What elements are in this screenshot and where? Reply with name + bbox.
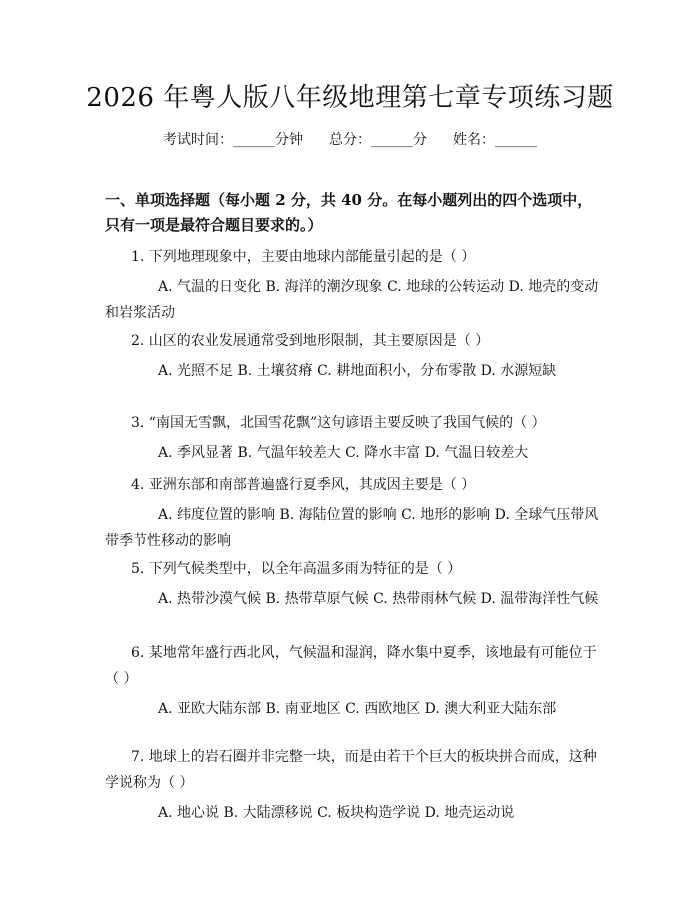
question-options: A. 纬度位置的影响 B. 海陆位置的影响 C. 地形的影响 D. 全球气压带风带季节性移动的影响: [105, 507, 599, 549]
question-stem: 3. “南国无雪飘，北国雪花飘”这句谚语主要反映了我国气候的（ ）: [131, 415, 546, 431]
exam-time-field: 考试时间：______分钟: [163, 132, 303, 148]
question-options: A. 季风显著 B. 气温年较差大 C. 降水丰富 D. 气温日较差大: [158, 445, 529, 461]
student-name-field: 姓名：______: [453, 132, 537, 148]
question-options: A. 亚欧大陆东部 B. 南亚地区 C. 西欧地区 D. 澳大利亚大陆东部: [158, 701, 557, 717]
question-2: [105, 328, 600, 384]
question-options: A. 热带沙漠气候 B. 热带草原气候 C. 热带雨林气候 D. 温带海洋性气候: [158, 591, 599, 607]
question-stem: 1. 下列地理现象中，主要由地球内部能量引起的是（ ）: [131, 249, 476, 265]
question-6: [105, 640, 600, 722]
question-stem: 6. 某地常年盛行西北风，气候温和湿润，降水集中夏季，该地最有可能位于（ ）: [105, 645, 597, 687]
question-stem: 4. 亚洲东部和南部普遍盛行夏季风，其成因主要是（ ）: [131, 477, 476, 493]
question-options: A. 地心说 B. 大陆漂移说 C. 板块构造学说 D. 地壳运动说: [158, 805, 515, 821]
question-options: A. 气温的日变化 B. 海洋的潮汐现象 C. 地球的公转运动 D. 地壳的变动和岩浆活动: [105, 279, 599, 321]
question-stem: 2. 山区的农业发展通常受到地形限制，其主要原因是（ ）: [131, 333, 490, 349]
question-stem: 5. 下列气候类型中，以全年高温多雨为特征的是（ ）: [131, 561, 462, 577]
question-3: [105, 410, 600, 466]
question-stem: 7. 地球上的岩石圈并非完整一块，而是由若干个巨大的板块拼合而成，这种学说称为（ ）: [105, 749, 597, 791]
section-heading: 一、单项选择题（每小题 2 分，共 40 分。在每小题列出的四个选项中，只有一项是最符合题目要求的。）: [105, 191, 593, 234]
question-7: [105, 744, 600, 826]
question-options: A. 光照不足 B. 土壤贫瘠 C. 耕地面积小，分布零散 D. 水源短缺: [158, 363, 557, 379]
document-title: 2026 年粤人版八年级地理第七章专项练习题: [86, 83, 614, 113]
question-4: [105, 472, 600, 554]
exam-info-line: [0, 129, 700, 151]
question-5: [105, 556, 600, 612]
total-score-field: 总分：______分: [329, 132, 427, 148]
question-1: [105, 244, 600, 326]
